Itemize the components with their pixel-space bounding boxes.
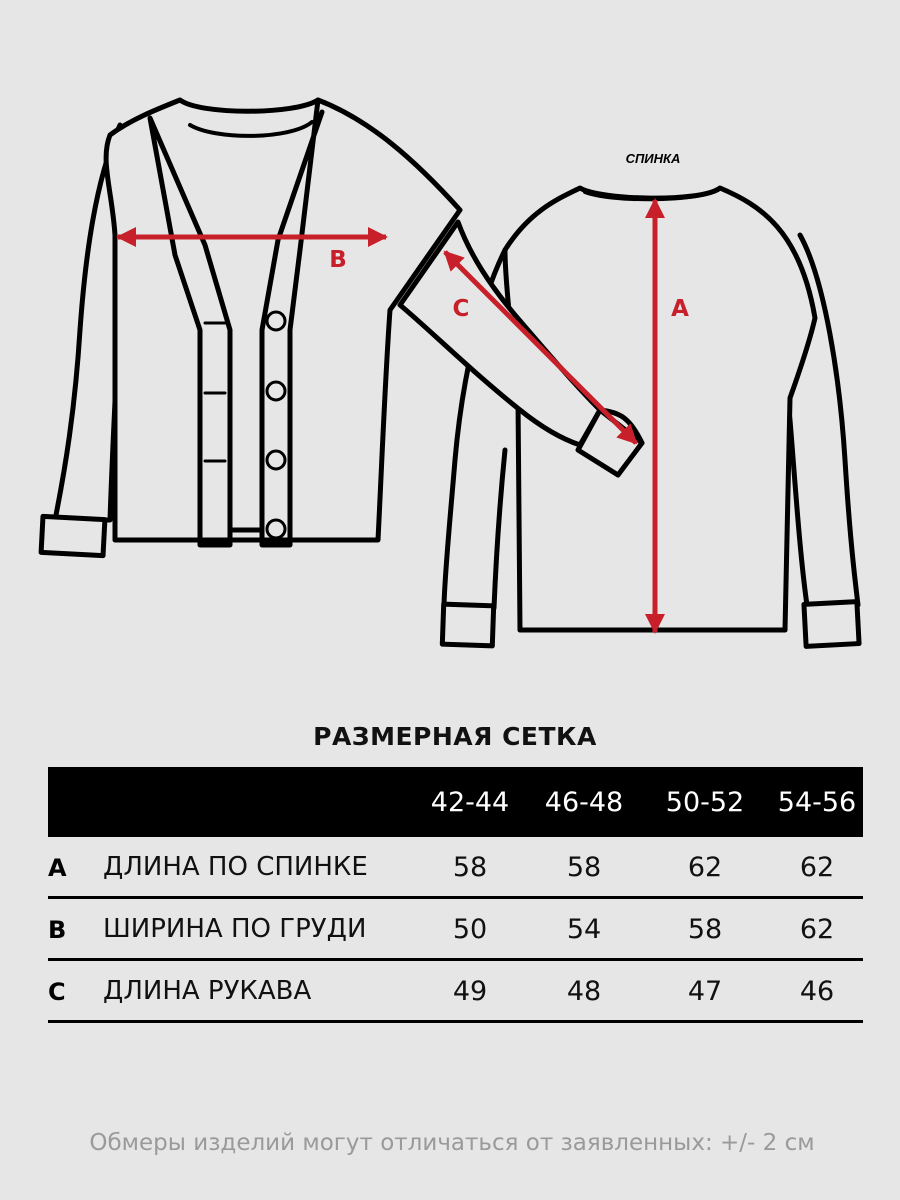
table-cell: 46 — [799, 976, 835, 1007]
size-header-2: 46-48 — [544, 787, 624, 818]
table-cell: 62 — [799, 852, 835, 883]
size-header-4: 54-56 — [777, 787, 857, 818]
table-cell: 62 — [687, 852, 723, 883]
table-cell: 58 — [687, 914, 723, 945]
marker-a-label: A — [671, 296, 689, 322]
table-row — [48, 961, 863, 1023]
table-cell: 50 — [452, 914, 488, 945]
marker-b-label: B — [329, 247, 347, 273]
table-cell: 58 — [452, 852, 488, 883]
measure-code: A — [48, 854, 67, 882]
table-cell: 47 — [687, 976, 723, 1007]
measure-name: ШИРИНА ПО ГРУДИ — [103, 914, 367, 944]
table-cell: 58 — [566, 852, 602, 883]
size-header-1: 42-44 — [430, 787, 510, 818]
table-row — [48, 899, 863, 961]
table-cell: 48 — [566, 976, 602, 1007]
measure-name: ДЛИНА ПО СПИНКЕ — [103, 852, 368, 882]
size-table-header — [48, 767, 863, 837]
table-row — [48, 837, 863, 899]
table-cell: 54 — [566, 914, 602, 945]
table-cell: 62 — [799, 914, 835, 945]
back-view — [442, 188, 859, 646]
back-view-label: СПИНКА — [625, 151, 681, 166]
marker-c-label: C — [452, 296, 470, 322]
measure-code: C — [48, 978, 66, 1006]
measurement-disclaimer: Обмеры изделий могут отличаться от заявленных: +/- 2 см — [89, 1130, 815, 1156]
measure-code: B — [48, 916, 67, 944]
size-header-3: 50-52 — [665, 787, 745, 818]
size-chart-title: РАЗМЕРНАЯ СЕТКА — [313, 722, 597, 751]
measure-name: ДЛИНА РУКАВА — [103, 976, 312, 1006]
size-table — [48, 767, 863, 1023]
table-cell: 49 — [452, 976, 488, 1007]
